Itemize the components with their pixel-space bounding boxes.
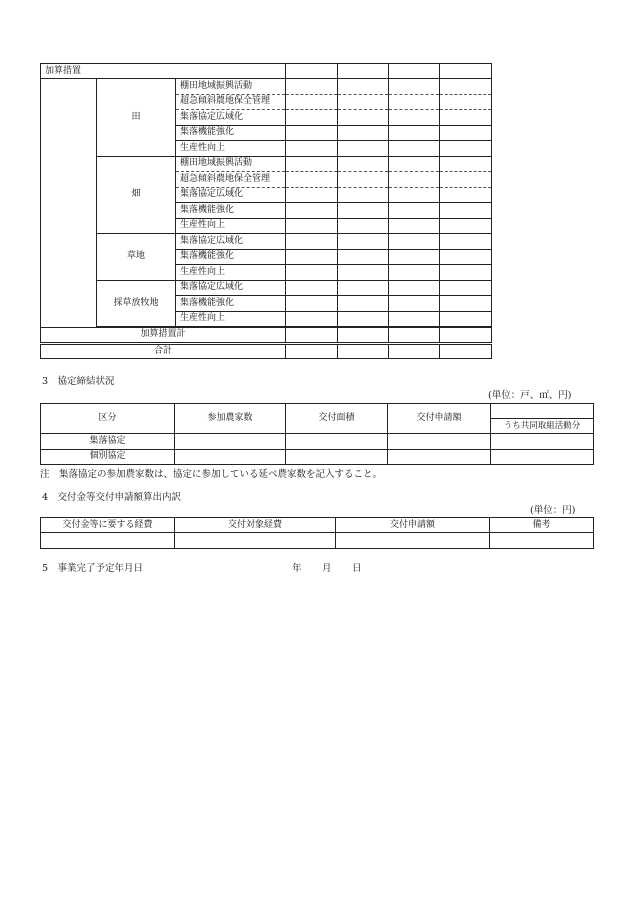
col-header: うち共同取組活動分 [491,419,594,434]
calc-table [40,517,594,549]
group-label-souchi: 草地 [97,234,176,281]
kasan-table [40,63,492,359]
section4-unit: (単位：円) [530,505,576,516]
date-month: 月 [322,563,332,574]
item-label: 棚田地域振興活動 [176,156,286,172]
col-header: 交付対象経費 [175,518,336,533]
item-label: 超急傾斜農地保全管理 [176,172,286,188]
col-header: 参加農家数 [175,404,286,434]
section3-unit: (単位：戸、㎡、円) [488,390,572,401]
item-label: 集落機能強化 [176,125,286,141]
group-label-ta: 田 [97,79,176,157]
item-label: 集落協定広域化 [176,110,286,126]
item-label: 超急傾斜農地保全管理 [176,94,286,110]
col-header: 備考 [490,518,594,533]
col-header: 交付申請額 [336,518,490,533]
item-label: 集落機能強化 [176,249,286,265]
item-label: 生産性向上 [176,141,286,157]
row-label: 個別協定 [41,449,175,465]
item-label: 生産性向上 [176,265,286,281]
item-label: 棚田地域振興活動 [176,79,286,95]
col-header: 交付金等に要する経費 [41,518,175,533]
item-label: 集落機能強化 [176,296,286,312]
item-label: 生産性向上 [176,218,286,234]
col-header: 交付面積 [286,404,388,434]
section3-title: 3 協定締結状況 [42,376,115,387]
section3-note: 注 集落協定の参加農家数は、協定に参加している延べ農家数を記入すること。 [40,469,383,480]
item-label: 集落協定広域化 [176,234,286,250]
item-label: 集落機能強化 [176,203,286,219]
date-year: 年 [292,563,302,574]
item-label: 集落協定広域化 [176,187,286,203]
row-label: 集落協定 [41,434,175,450]
grand-total: 合計 [41,343,286,359]
kasan-header: 加算措置 [41,64,176,79]
group-label-saisou: 採草放牧地 [97,280,176,327]
kasan-total: 加算措置計 [41,328,286,344]
date-day: 日 [352,563,362,574]
agreement-table [40,403,594,465]
group-label-hata: 畑 [97,156,176,234]
section5-title: 5 事業完了予定年月日 [42,563,144,574]
col-header: 交付申請額 [388,404,491,434]
item-label: 集落協定広域化 [176,280,286,296]
section4-title: 4 交付金等交付申請額算出内訳 [42,492,182,503]
cell [286,64,338,79]
item-label: 生産性向上 [176,311,286,327]
col-header: 区分 [41,404,175,434]
